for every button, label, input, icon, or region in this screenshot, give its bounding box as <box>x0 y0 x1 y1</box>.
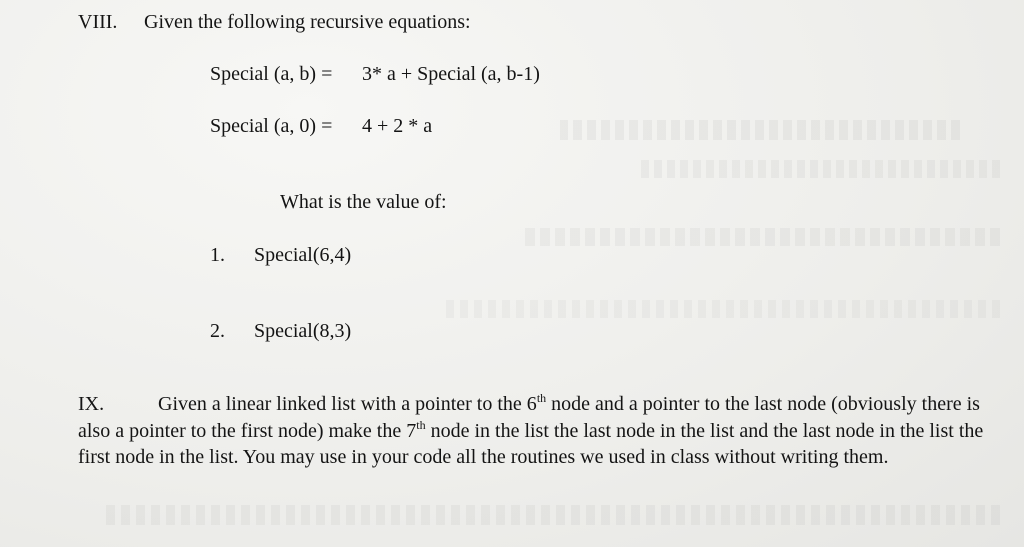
equation-1-rhs: 3* a + Special (a, b-1) <box>362 63 540 85</box>
ordinal-suffix: th <box>536 391 547 405</box>
list-item-number: 2. <box>210 320 225 342</box>
question-prompt: What is the value of: <box>280 191 447 213</box>
ordinal-suffix: th <box>416 417 426 432</box>
section-ix-number: IX. <box>78 393 105 415</box>
equation-1-lhs: Special (a, b) = <box>210 63 333 85</box>
list-item: Special(8,3) <box>254 320 352 342</box>
section-ix-text-part-1: Given a linear linked list with a pointer to the 6 <box>158 393 537 415</box>
list-item-number: 1. <box>210 244 225 266</box>
section-viii-number: VIII. <box>78 11 118 33</box>
section-ix-text-part-3: node in the list the last node in the list and the last node in the list the first node in the list. You may use in your code all the routines we used in class without writing them. <box>78 419 984 468</box>
bleed-through-texture <box>560 120 960 140</box>
bleed-through-texture <box>440 300 1000 318</box>
section-ix-paragraph <box>78 391 1008 471</box>
bleed-through-texture <box>640 160 1000 178</box>
section-viii-heading: Given the following recursive equations: <box>144 11 471 33</box>
equation-2-rhs: 4 + 2 * a <box>362 115 433 137</box>
equation-2-lhs: Special (a, 0) = <box>210 115 333 137</box>
bleed-through-texture <box>100 505 1000 525</box>
bleed-through-texture <box>520 228 1000 246</box>
list-item: Special(6,4) <box>254 244 352 266</box>
section-ix-text-part-2: node and a pointer to the last node (obviously there is also a pointer to the first node) make the 7 <box>78 393 980 442</box>
